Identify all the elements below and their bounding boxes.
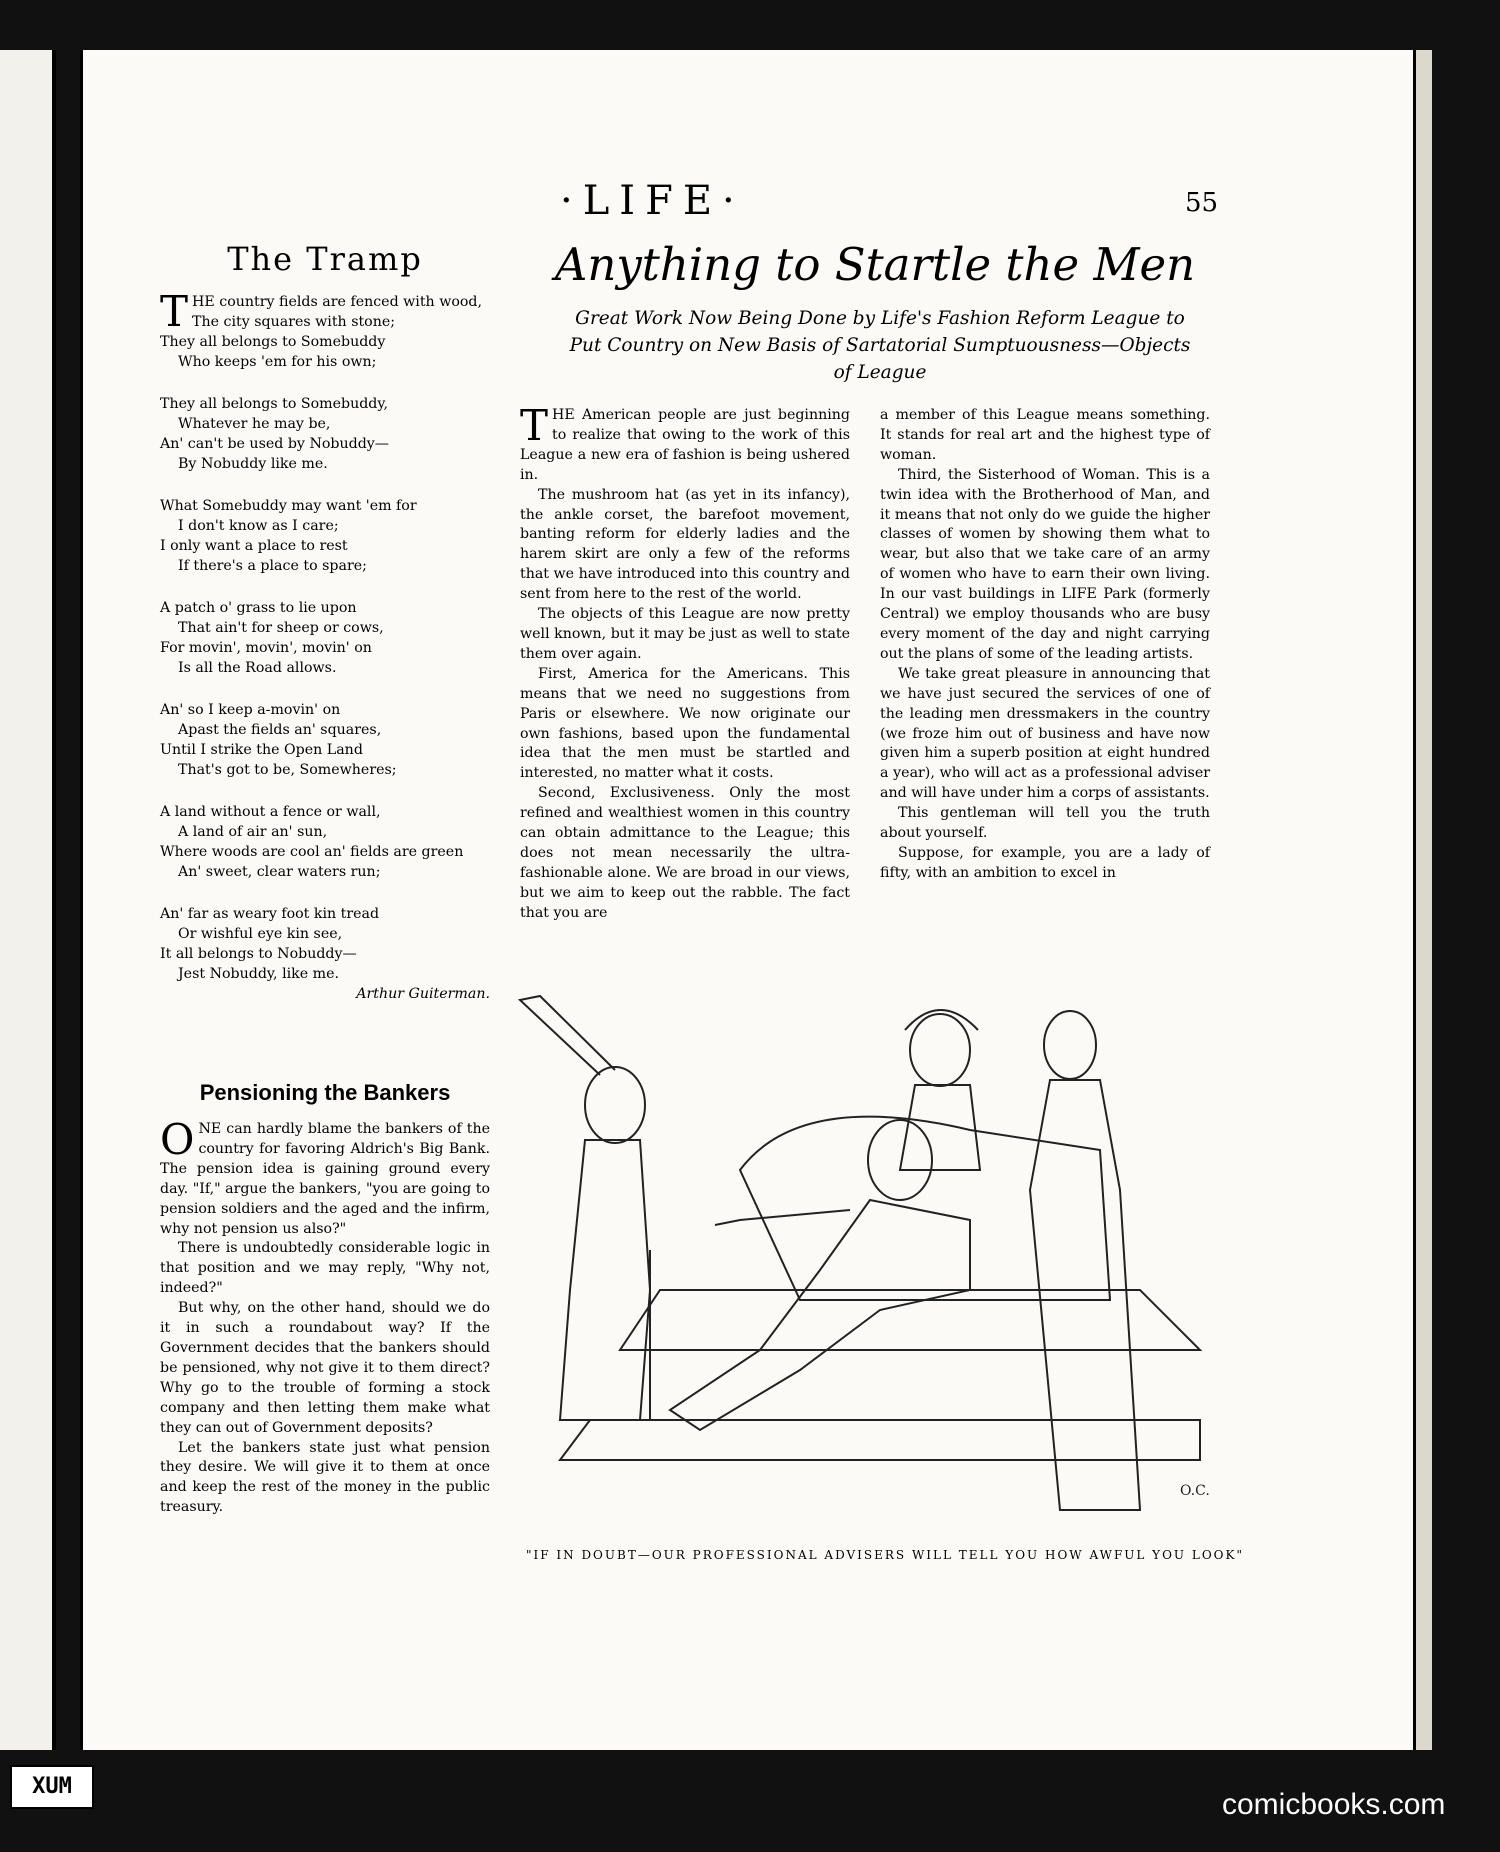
article-column-2 [880,406,1210,884]
poem-line: Is all the Road allows. [178,660,337,676]
bankers-title: Pensioning the Bankers [199,1080,451,1105]
left-woman-feather [520,996,615,1075]
poem-line: Where woods are cool an' fields are green [160,844,464,860]
poem-body [160,287,490,1026]
poem-line: What Somebuddy may want 'em for [160,498,417,514]
drop-cap: T [160,287,189,336]
poem-line: Who keeps 'em for his own; [178,354,377,370]
poem-line: That ain't for sheep or cows, [178,620,384,636]
poem-line: Jest Nobuddy, like me. [178,966,340,982]
poem-line: An' can't be used by Nobuddy— [160,436,389,452]
paragraph: Let the bankers state just what pension they desire. We will give it to them at once and keep the rest of the money in the public treasury. [160,1439,490,1516]
left-woman-body [560,1140,650,1420]
poem-line: For movin', movin', movin' on [160,640,372,656]
poem-stanza [160,496,490,576]
poem-line: A patch o' grass to lie upon [160,600,357,616]
article-column-1 [520,401,850,924]
paragraph: Third, the Sisterhood of Woman. This is a twin idea with the Brotherhood of Man, and it means that not only do we guide the higher classes of women by showing them what to wear, but also that we take care of an army of women who have to earn their own living. In our vast buildings in LIFE Park (formerly Central) we employ thousands who are busy every moment of the day and night carrying out the plans of some of the leading artists. [880,466,1210,662]
poem-title: The Tramp [227,240,423,278]
poem-line: They all belongs to Somebuddy [160,334,386,350]
paragraph: The objects of this League are now pretty well known, but it may be just as well to state them over again. [520,606,850,662]
poem-line: Whatever he may be, [178,416,331,432]
illustration-caption: "IF IN DOUBT—OUR PROFESSIONAL ADVISERS WILL TELL YOU HOW AWFUL YOU LOOK" [525,1548,1244,1562]
adjacent-page-edge [0,50,56,1750]
poem-line: An' far as weary foot kin tread [160,906,380,922]
paragraph: This gentleman will tell you the truth about yourself. [880,805,1210,842]
paragraph: a member of this League means something. It stands for real art and the highest type of woman. [880,407,1210,463]
right-woman-body [1030,1080,1140,1510]
bankers-body [160,1115,490,1518]
poem-line: Apast the fields an' squares, [178,722,382,738]
poem-author: Arthur Guiterman. [356,986,490,1002]
paragraph: But why, on the other hand, should we do it in such a roundabout way? If the Government decides that the bankers should be pensioned, why not give it to them direct? Why go to the trouble of forming a stock company and then letting them make what they can out of Government deposits? [160,1300,490,1436]
poem-stanza [160,904,490,1004]
poem-stanza [160,287,490,372]
poem-stanza [160,394,490,474]
drop-cap: O [160,1115,195,1164]
paragraph: ONE can hardly blame the bankers of the country for favoring Aldrich's Big Bank. The pension idea is gaining ground every day. "If," argue the bankers, "you are going to pension soldiers and the aged and the infirm, why not pension us also?" [160,1115,490,1237]
article-deck: Great Work Now Being Done by Life's Fashion Reform League to Put Country on New Basis of Sartatorial Sumptuousness—Objects of League [569,308,1191,383]
masthead: ·LIFE· [560,178,745,224]
paragraph: Second, Exclusiveness. Only the most refined and wealthiest women in this country can obtain admittance to the League; this does not mean necessarily the ultra-fashionable alone. We are broad in our views, but we aim to keep out the rabble. The fact that you are [520,785,850,921]
paragraph: First, America for the Americans. This means that we need no suggestions from Paris or elsewhere. We now originate our own fashions, based upon the fundamental idea that the men must be startled and interested, no matter what it costs. [520,665,850,782]
poem-stanza [160,598,490,678]
reclining-man-head [868,1120,932,1200]
page-number: 55 [1185,188,1219,218]
platform-step-lower [560,1420,1200,1460]
poem-line: Or wishful eye kin see, [178,926,343,942]
poem-line: THE country fields are fenced with wood, [160,287,483,336]
sofa [740,1117,1110,1300]
poem-line: The city squares with stone; [192,314,396,330]
back-woman-head [910,1014,970,1086]
article-headline: Anything to Startle the Men [554,238,1196,291]
right-woman-head [1044,1011,1096,1079]
poem-line: That's got to be, Somewheres; [178,762,397,778]
paragraph: Suppose, for example, you are a lady of fifty, with an ambition to excel in [880,844,1210,881]
poem-line: I don't know as I care; [178,518,339,534]
poem-line: If there's a place to spare; [178,558,367,574]
cartoon-illustration [500,990,1240,1520]
poem-line: A land of air an' sun, [178,824,328,840]
poem-line: A land without a fence or wall, [160,804,381,820]
paragraph: The mushroom hat (as yet in its infancy), the ankle corset, the barefoot movement, banting reform for elderly ladies and the harem skirt are only a few of the reforms that we have introduced into this country and sent from here to the rest of the world. [520,486,850,603]
back-woman-body [900,1085,980,1170]
left-woman-head [585,1067,645,1143]
poem-line: It all belongs to Nobuddy— [160,946,357,962]
watermark: comicbooks.com [1222,1788,1446,1821]
poem-line: They all belongs to Somebuddy, [160,396,389,412]
margin-label: XUM [10,1765,94,1809]
drop-cap: T [520,401,549,450]
paragraph: We take great pleasure in announcing that we have just secured the services of one of the leading men dressmakers in the country (we froze him out of business and have now given him a superb position at eight hundred a year), who will act as a professional adviser and will have under him a corps of assistants. [880,665,1210,802]
illustration-signature: O.C. [1180,1483,1210,1499]
reclining-man-arm [715,1210,850,1225]
poem-line: I only want a place to rest [160,538,348,554]
reclining-man-body [670,1200,970,1430]
poem-stanza [160,802,490,882]
paragraph: THE American people are just beginning to realize that owing to the work of this League a new era of fashion is being ushered in. [520,401,850,483]
paragraph: There is undoubtedly considerable logic in that position and we may reply, "Why not, indeed?" [160,1240,490,1297]
poem-line: An' sweet, clear waters run; [178,864,381,880]
poem-line: By Nobuddy like me. [178,456,328,472]
poem-line: Until I strike the Open Land [160,742,363,758]
poem-line: An' so I keep a-movin' on [160,702,341,718]
poem-stanza [160,700,490,780]
